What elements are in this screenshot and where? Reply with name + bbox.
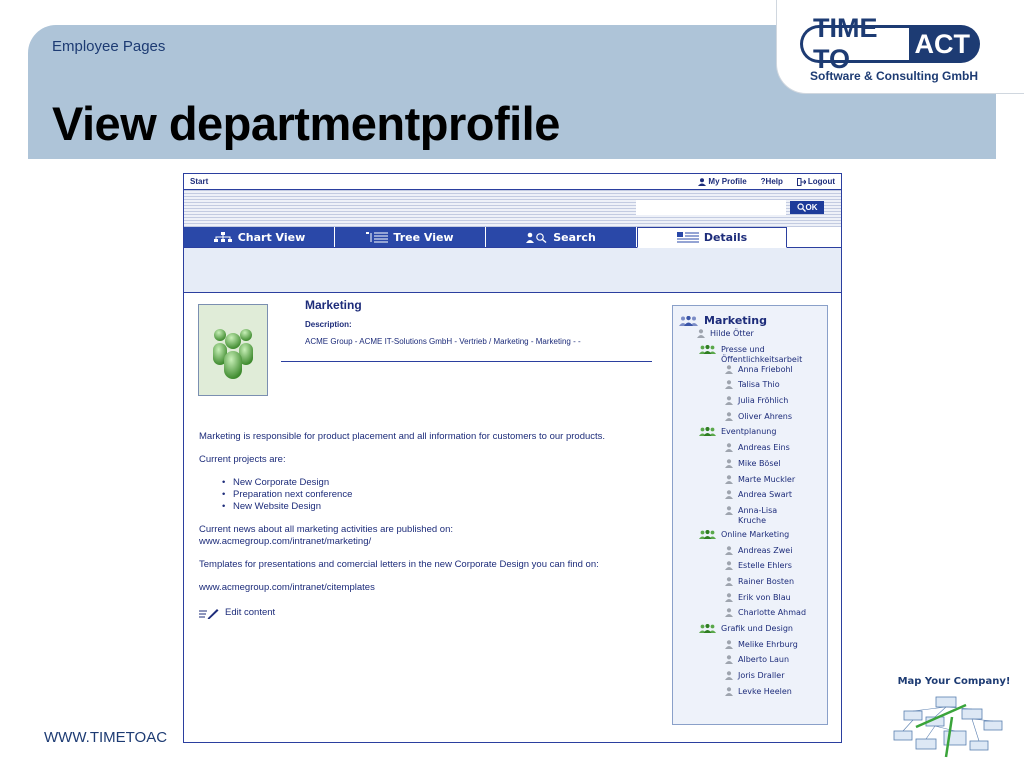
person-name: Levke Heelen [738, 686, 792, 696]
person-icon [725, 380, 733, 389]
person-name: Melike Ehrburg [738, 639, 798, 649]
sub-header-band [184, 248, 841, 293]
tree-node-group[interactable] [679, 345, 821, 365]
templates-link[interactable]: www.acmegroup.com/intranet/citemplates [199, 582, 375, 593]
person-icon [725, 671, 733, 680]
person-icon [697, 329, 705, 338]
person-name: Rainer Bosten [738, 576, 795, 586]
logo-word-act: ACT [909, 25, 981, 63]
tab-details[interactable] [637, 227, 787, 248]
person-name: Mike Bösel [738, 458, 781, 468]
tree-node-person[interactable] [679, 490, 821, 506]
person-icon [725, 687, 733, 696]
group-name: Grafik und Design [721, 624, 793, 633]
magnifier-icon [797, 203, 806, 212]
logout-icon [797, 178, 806, 186]
logout-label: Logout [807, 177, 835, 186]
body-paragraph: Current projects are: [199, 454, 286, 465]
tree-node-person[interactable] [679, 546, 821, 562]
person-icon [725, 640, 733, 649]
tree-node-person[interactable] [679, 396, 821, 412]
department-name: Marketing [305, 298, 362, 312]
tree-node-person[interactable] [679, 655, 821, 671]
description-label: Description: [305, 320, 352, 329]
details-icon [677, 232, 699, 243]
tree-node-person[interactable] [679, 412, 821, 428]
projects-list [233, 477, 659, 513]
start-link[interactable]: Start [190, 177, 209, 186]
person-icon [725, 490, 733, 499]
map-your-company-badge [886, 676, 1022, 766]
person-name: Anna Friebohl [738, 364, 793, 374]
description-text: ACME Group - ACME IT-Solutions GmbH - Vertrieb / Marketing - Marketing - - [305, 337, 581, 346]
person-name: Estelle Ehlers [738, 561, 792, 571]
person-icon [725, 577, 733, 586]
person-icon [725, 396, 733, 405]
logo-word-time-to: TIME TO [800, 25, 909, 63]
details-content [184, 293, 841, 743]
tree-root[interactable] [679, 314, 821, 327]
org-tree-panel [672, 305, 828, 725]
org-chart-icon [213, 232, 233, 243]
list-item: • New Corporate Design [233, 477, 659, 489]
tab-search[interactable] [486, 227, 636, 247]
person-icon [725, 561, 733, 570]
person-icon [725, 459, 733, 468]
search-input[interactable] [636, 200, 786, 215]
person-icon [725, 506, 733, 515]
department-image [198, 304, 268, 396]
tree-node-person[interactable] [679, 577, 821, 593]
person-icon [725, 593, 733, 602]
person-name: Charlotte Ahmad [738, 608, 807, 618]
edit-content-link[interactable] [199, 607, 659, 619]
app-window [183, 173, 842, 743]
person-name: Andreas Zwei [738, 545, 793, 555]
my-profile-link[interactable] [698, 177, 746, 186]
group-name: Eventplanung [721, 427, 777, 437]
person-icon [725, 608, 733, 617]
person-icon [725, 655, 733, 664]
person-icon [725, 365, 733, 374]
tree-node-person[interactable] [679, 365, 821, 381]
person-name: Oliver Ahrens [738, 411, 793, 421]
tree-node-person[interactable] [679, 329, 821, 345]
company-logo [800, 13, 980, 90]
tree-node-group[interactable] [679, 427, 821, 443]
org-map-illustration-icon [886, 687, 1022, 763]
search-ok-button[interactable] [790, 201, 824, 214]
list-item: • New Website Design [233, 501, 659, 513]
group-name: Presse und Öffentlichkeitsarbeit [721, 344, 803, 364]
tab-tree-view[interactable] [335, 227, 485, 247]
tab-chart-view-label: Chart View [237, 230, 306, 244]
footer-url: WWW.TIMETOAC [44, 729, 168, 746]
person-search-icon [526, 232, 548, 243]
tree-node-person[interactable] [679, 380, 821, 396]
tree-node-person[interactable] [679, 475, 821, 491]
list-item: • Preparation next conference [233, 489, 659, 501]
tree-node-person[interactable] [679, 671, 821, 687]
team-icon [699, 427, 716, 436]
edit-pencil-icon [199, 608, 219, 619]
person-name: Andreas Eins [738, 443, 790, 453]
tree-root-label: Marketing [704, 314, 768, 327]
view-tabs [184, 227, 841, 248]
person-icon [725, 443, 733, 452]
top-bar [184, 174, 841, 190]
person-name: Hilde Ötter [710, 329, 754, 338]
logo-tagline: Software & Consulting GmbH [810, 69, 978, 83]
tree-node-person[interactable] [679, 687, 821, 703]
team-icon [699, 624, 716, 633]
person-name: Julia Fröhlich [738, 396, 789, 406]
tree-node-person[interactable] [679, 443, 821, 459]
team-icon [699, 345, 716, 354]
person-icon [725, 412, 733, 421]
tree-node-person[interactable] [679, 608, 821, 624]
tree-node-group[interactable] [679, 530, 821, 546]
tree-node-person[interactable] [679, 459, 821, 475]
body-paragraph [199, 524, 659, 548]
tree-node-person[interactable] [679, 506, 789, 526]
tree-icon [366, 232, 388, 243]
person-name: Marte Muckler [738, 474, 796, 484]
help-link[interactable] [761, 177, 783, 186]
logout-link[interactable] [797, 177, 835, 186]
news-text: Current news about all marketing activities are published on: [199, 524, 453, 535]
department-icon [679, 316, 698, 326]
slide-title: View departmentprofile [52, 97, 560, 150]
person-name: Talisa Thio [738, 380, 780, 390]
edit-content-label: Edit content [225, 607, 276, 618]
tab-search-label: Search [553, 230, 596, 244]
my-profile-label: My Profile [708, 177, 747, 186]
group-people-icon [207, 319, 259, 381]
badge-label: Map Your Company! [897, 676, 1011, 687]
search-bar [184, 190, 841, 227]
person-icon [725, 475, 733, 484]
person-name: Erik von Blau [738, 592, 791, 602]
person-name: Alberto Laun [738, 655, 790, 665]
person-name: Andrea Swart [738, 490, 793, 500]
person-name: Anna-Lisa Kruche [738, 505, 778, 525]
person-icon [698, 178, 706, 186]
news-link[interactable]: www.acmegroup.com/intranet/marketing/ [199, 536, 372, 547]
tree-node-person[interactable] [679, 561, 821, 577]
tree-node-person[interactable] [679, 640, 821, 656]
tab-chart-view[interactable] [184, 227, 334, 247]
person-icon [725, 546, 733, 555]
tree-node-group[interactable] [679, 624, 821, 640]
body-paragraph: Marketing is responsible for product placement and all information for customers to our products. [199, 431, 606, 442]
help-label: Help [765, 177, 783, 186]
ok-label: OK [805, 203, 818, 212]
person-name: Joris Draller [738, 671, 785, 681]
group-name: Online Marketing [721, 529, 790, 539]
help-icon: ? [760, 177, 766, 186]
tab-details-label: Details [703, 231, 748, 244]
department-body [199, 431, 659, 619]
divider [281, 361, 652, 362]
slide-subtitle: Employee Pages [52, 38, 166, 55]
body-paragraph: Templates for presentations and comercial letters in the new Corporate Design you can find on: [199, 559, 599, 570]
tab-tree-view-label: Tree View [393, 230, 454, 244]
team-icon [699, 530, 716, 539]
tree-node-person[interactable] [679, 593, 821, 609]
